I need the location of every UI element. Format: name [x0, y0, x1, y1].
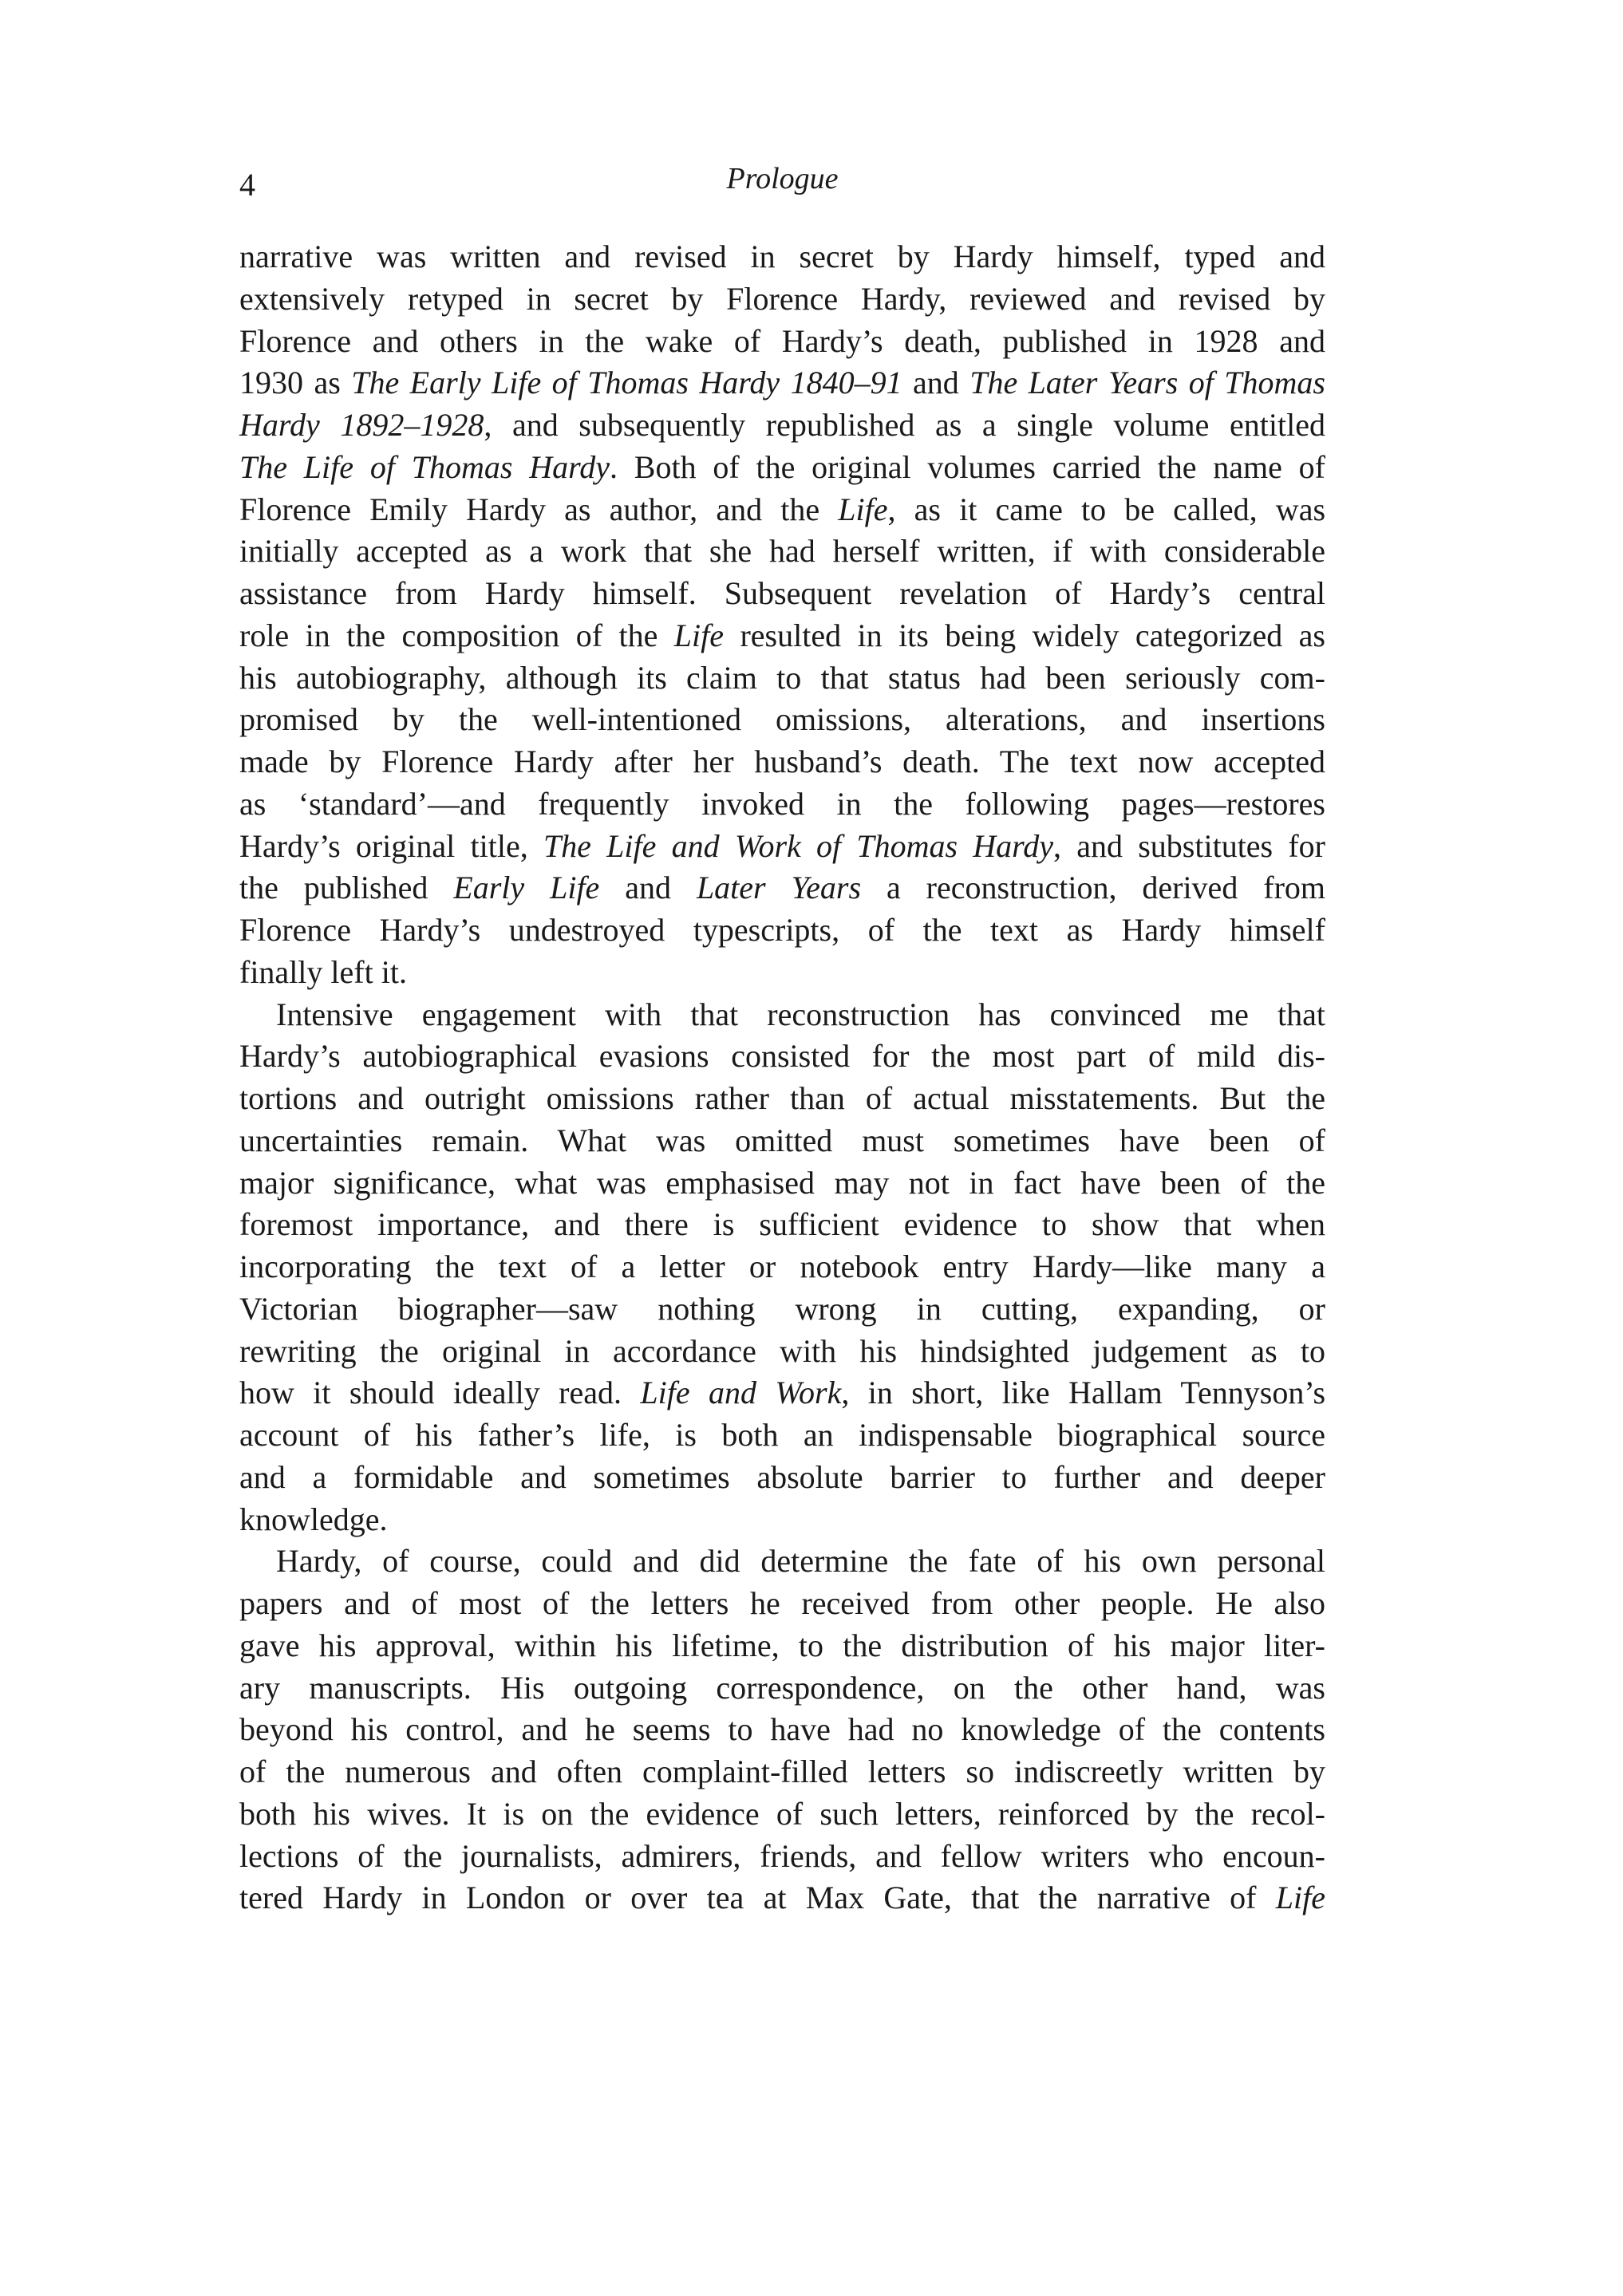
running-head: [239, 162, 1325, 214]
text-line: [239, 1667, 1325, 1710]
italic-title-text: Hardy 1892–1928: [239, 407, 484, 443]
body-text-run: and: [902, 365, 970, 401]
body-text-run: finally left it.: [239, 953, 407, 990]
text-line: [239, 741, 1325, 783]
text-line: [239, 1204, 1325, 1246]
italic-title-text: Later Years: [696, 870, 862, 906]
body-text-run: gave his approval, within his lifetime, to the distribution of his major liter-: [239, 1627, 1325, 1663]
body-text-run: how it should ideally read.: [239, 1375, 641, 1411]
body-text-run: . Both of the original volumes carried the name of: [609, 448, 1325, 485]
body-text-run: narrative was written and revised in secret by Hardy himself, typed and: [239, 239, 1325, 274]
text-line: [239, 1372, 1325, 1414]
text-line: [239, 1709, 1325, 1751]
body-text-run: beyond his control, and he seems to have had no knowledge of the contents: [239, 1711, 1325, 1748]
body-text-run: tered Hardy in London or over tea at Max Gate, that the narrative of: [239, 1880, 1276, 1916]
text-line: [239, 1751, 1325, 1793]
text-line: [239, 1836, 1325, 1878]
text-line: [239, 1162, 1325, 1205]
body-text-run: Florence Hardy’s undestroyed typescripts, of the text as Hardy himself: [239, 912, 1325, 948]
text-line: [239, 1246, 1325, 1288]
body-text-run: , as it came to be called, was: [887, 491, 1326, 527]
body-text-run: rewriting the original in accordance with his hindsighted judgement as to: [239, 1332, 1325, 1369]
text-line: [239, 321, 1325, 363]
body-text-run: knowledge.: [239, 1501, 388, 1537]
body-text-run: 1930 as: [239, 365, 352, 401]
text-line: [239, 657, 1325, 700]
text-line: [239, 994, 1325, 1036]
text-line: [239, 1331, 1325, 1373]
body-text-run: as ‘standard’—and frequently invoked in the following pages—restores: [239, 785, 1325, 822]
body-text-run: the published: [239, 870, 454, 906]
body-text-run: account of his father’s life, is both an indispensable biographical source: [239, 1417, 1325, 1453]
body-text-run: incorporating the text of a letter or notebook entry Hardy—like many a: [239, 1249, 1325, 1284]
body-text-run: tortions and outright omissions rather than of actual misstatements. But the: [239, 1080, 1325, 1116]
text-line: [239, 867, 1325, 909]
italic-title-text: Life: [838, 491, 888, 527]
text-line: [239, 1541, 1325, 1583]
text-line: [239, 699, 1325, 741]
text-line: [239, 1036, 1325, 1078]
text-line: [239, 1078, 1325, 1120]
running-head-title: Prologue: [726, 162, 839, 195]
text-line: [239, 1877, 1325, 1919]
text-line: [239, 909, 1325, 952]
text-line: [239, 447, 1325, 489]
body-text-run: papers and of most of the letters he received from other people. He also: [239, 1585, 1325, 1621]
body-text-run: Florence Emily Hardy as author, and the: [239, 491, 839, 527]
body-text-run: of the numerous and often complaint-filled letters so indiscreetly written by: [239, 1754, 1325, 1789]
text-line: [239, 1457, 1325, 1499]
body-text-run: resulted in its being widely categorized as: [724, 617, 1325, 653]
body-text-run: and a formidable and sometimes absolute barrier to further and deeper: [239, 1458, 1325, 1495]
body-text-run: lections of the journalists, admirers, friends, and fellow writers who encoun-: [239, 1837, 1325, 1874]
body-text-run: , in short, like Hallam Tennyson’s: [841, 1375, 1326, 1411]
body-text-run: his autobiography, although its claim to that status had been seriously com-: [239, 659, 1325, 696]
body-text-run: role in the composition of the: [239, 617, 674, 653]
text-line: [239, 952, 1325, 994]
text-line: [239, 1288, 1325, 1331]
italic-title-text: The Life and Work of Thomas Hardy: [543, 827, 1054, 864]
text-line: [239, 531, 1325, 573]
text-line: [239, 404, 1325, 447]
text-line: [239, 1499, 1325, 1541]
text-line: [239, 573, 1325, 615]
body-text-run: a reconstruction, derived from: [861, 870, 1325, 906]
text-line: [239, 489, 1325, 531]
text-line: [239, 278, 1325, 321]
body-text-run: ary manuscripts. His outgoing correspondence, on the other hand, was: [239, 1669, 1325, 1706]
italic-title-text: The Later Years of Thomas: [969, 365, 1325, 401]
page-number: 4: [239, 167, 255, 203]
body-text-run: both his wives. It is on the evidence of such letters, reinforced by the recol-: [239, 1795, 1325, 1832]
body-text-run: extensively retyped in secret by Florence Hardy, reviewed and revised by: [239, 280, 1325, 317]
body-text-run: and: [599, 870, 697, 906]
text-line: [239, 362, 1325, 404]
text-line: [239, 236, 1325, 278]
body-text-run: , and subsequently republished as a single volume entitled: [484, 407, 1325, 443]
body-text-run: assistance from Hardy himself. Subsequent revelation of Hardy’s central: [239, 575, 1325, 611]
italic-title-text: Life: [1275, 1880, 1325, 1916]
italic-title-text: Life: [673, 617, 725, 653]
body-text-run: Florence and others in the wake of Hardy’s death, published in 1928 and: [239, 322, 1325, 359]
text-line: [239, 783, 1325, 826]
body-text-run: initially accepted as a work that she had herself written, if with considerable: [239, 533, 1325, 570]
body-text-run: foremost importance, and there is sufficient evidence to show that when: [239, 1206, 1325, 1243]
text-line: [239, 1793, 1325, 1836]
body-text-run: , and substitutes for: [1053, 827, 1325, 864]
body-text-run: made by Florence Hardy after her husband’s death. The text now accepted: [239, 744, 1325, 779]
text-line: [239, 1625, 1325, 1667]
text-line: [239, 1120, 1325, 1162]
text-line: [239, 1414, 1325, 1457]
body-text-run: promised by the well-intentioned omissions, alterations, and insertions: [239, 701, 1325, 738]
italic-title-text: Early Life: [453, 870, 600, 906]
text-line: [239, 615, 1325, 657]
text-line: [239, 826, 1325, 868]
body-text-run: Victorian biographer—saw nothing wrong in cutting, expanding, or: [239, 1290, 1325, 1327]
body-text-run: Intensive engagement with that reconstruction has convinced me that: [276, 996, 1325, 1032]
body-text-run: major significance, what was emphasised may not in fact have been of the: [239, 1164, 1325, 1201]
body-text: [239, 236, 1325, 1919]
body-text-run: Hardy’s original title,: [239, 827, 543, 864]
body-text-run: Hardy’s autobiographical evasions consisted for the most part of mild dis-: [239, 1038, 1325, 1075]
body-text-run: uncertainties remain. What was omitted must sometimes have been of: [239, 1122, 1325, 1158]
italic-title-text: The Life of Thomas Hardy: [239, 448, 610, 485]
italic-title-text: Life and Work: [640, 1375, 842, 1411]
text-line: [239, 1583, 1325, 1625]
body-text-run: Hardy, of course, could and did determine the fate of his own personal: [276, 1543, 1325, 1580]
italic-title-text: The Early Life of Thomas Hardy 1840–91: [351, 365, 902, 401]
